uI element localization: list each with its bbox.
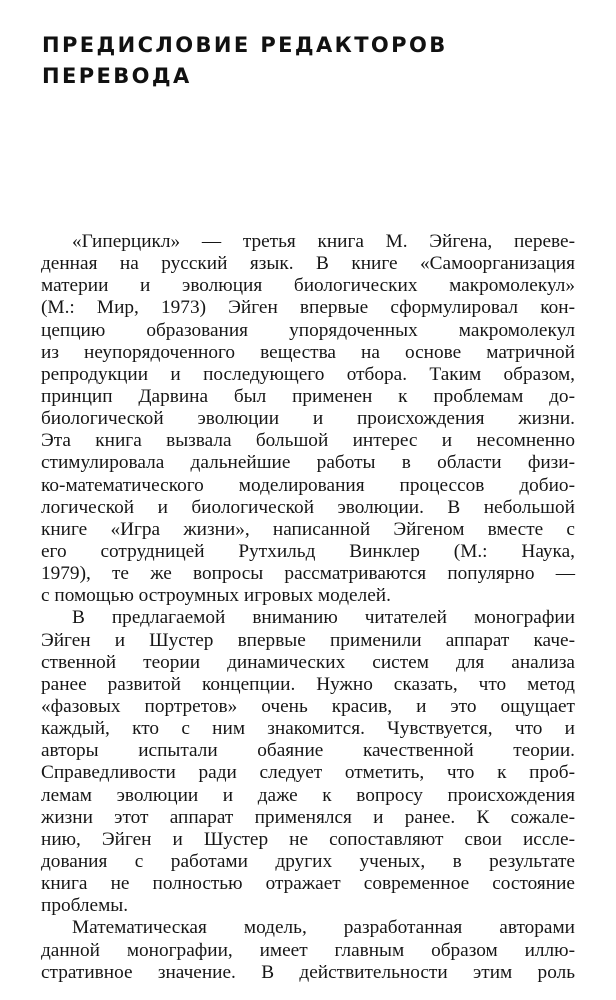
text-line: биологической эволюции и происхождения жизни.: [41, 408, 575, 430]
text-line: из неупорядоченного вещества на основе матричной: [41, 341, 575, 363]
text-line: принцип Дарвина был применен к проблемам до-: [41, 385, 575, 407]
text-line: Эта книга вызвала большой интерес и несомненно: [41, 430, 575, 452]
text-line: (М.: Мир, 1973) Эйген впервые сформулировал кон-: [41, 297, 575, 319]
text-line: репродукции и последующего отбора. Таким образом,: [41, 363, 575, 385]
text-line: дования с работами других ученых, в результате: [41, 850, 575, 872]
text-line: В предлагаемой вниманию читателей монографии: [72, 607, 575, 629]
text-line: Математическая модель, разработанная авторами: [72, 917, 575, 939]
text-line: цепцию образования упорядоченных макромолекул: [41, 319, 575, 341]
chapter-heading-line-2: ПЕРЕВОДА: [42, 64, 192, 88]
text-line: ко-математического моделирования процессов добио-: [41, 474, 575, 496]
text-line: нию, Эйген и Шустер не сопоставляют свои иссле-: [41, 828, 575, 850]
text-line: книга не полностью отражает современное состояние: [41, 873, 575, 895]
text-line: Справедливости ради следует отметить, что к проб-: [41, 762, 575, 784]
paragraph: [41, 231, 575, 607]
text-line: стративное значение. В действительности этим роль: [41, 961, 575, 983]
text-line: проблемы.: [41, 895, 129, 917]
text-line: книге «Игра жизни», написанной Эйгеном вместе с: [41, 518, 575, 540]
text-line: Эйген и Шустер впервые применили аппарат каче-: [41, 629, 575, 651]
text-line: «фазовых портретов» очень красив, и это ощущает: [41, 695, 575, 717]
chapter-heading: [42, 30, 448, 92]
text-line: каждый, кто с ним знакомится. Чувствуется, что и: [41, 718, 575, 740]
text-line: ственной теории динамических систем для анализа: [41, 651, 575, 673]
text-line: данной монографии, имеет главным образом иллю-: [41, 939, 575, 961]
chapter-heading-line-1: ПРЕДИСЛОВИЕ РЕДАКТОРОВ: [42, 33, 448, 57]
paragraph: [41, 917, 575, 983]
text-line: авторы испытали обаяние качественной теории.: [41, 740, 575, 762]
body-text: [41, 231, 575, 984]
text-line: материи и эволюция биологических макромолекул»: [41, 275, 575, 297]
text-line: лемам эволюции и даже к вопросу происхождения: [41, 784, 575, 806]
text-line: с помощью остроумных игровых моделей.: [41, 585, 391, 607]
text-line: жизни этот аппарат применялся и ранее. К сожале-: [41, 806, 575, 828]
text-line: ранее развитой концепции. Нужно сказать, что метод: [41, 673, 575, 695]
text-line: логической и биологической эволюции. В небольшой: [41, 496, 575, 518]
text-line: 1979), те же вопросы рассматриваются популярно —: [41, 563, 575, 585]
text-line: денная на русский язык. В книге «Самоорганизация: [41, 253, 575, 275]
text-line: «Гиперцикл» — третья книга М. Эйгена, переве-: [72, 231, 575, 252]
text-line: его сотрудницей Рутхильд Винклер (М.: Наука,: [41, 540, 575, 562]
text-line: стимулировала дальнейшие работы в области физи-: [41, 452, 575, 474]
paragraph: [41, 607, 575, 917]
